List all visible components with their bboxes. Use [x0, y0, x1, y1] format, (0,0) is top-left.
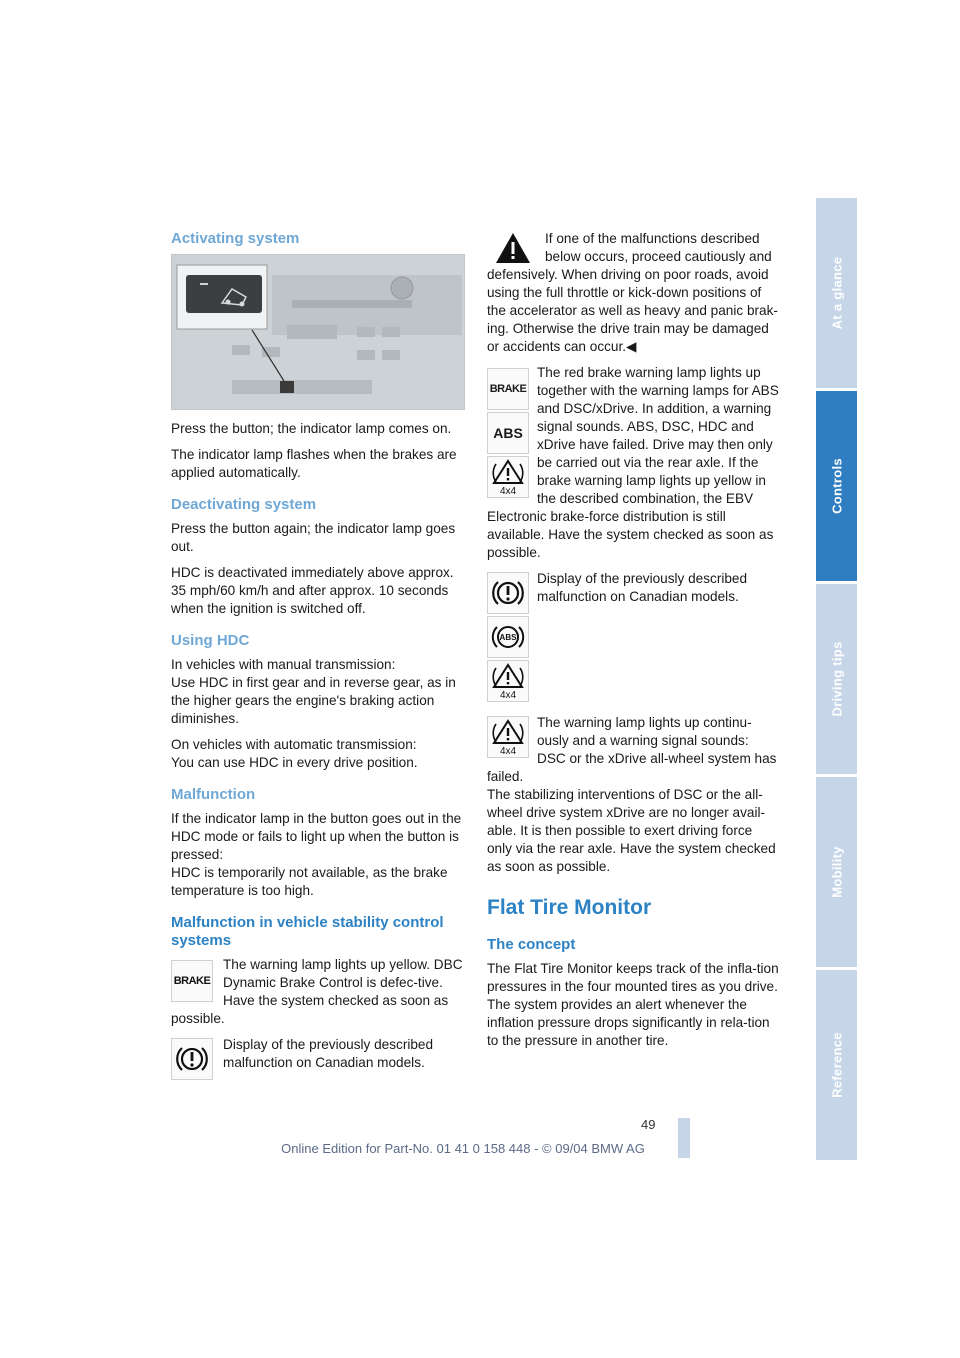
canadian-block — [487, 570, 779, 710]
brake-icon-text: BRAKE — [173, 975, 211, 987]
tab-at-a-glance[interactable]: At a glance — [816, 198, 857, 388]
footer-edition: Online Edition for Part-No. 01 41 0 158 448 - © 09/04 BMW AG — [281, 1141, 645, 1156]
heading-using-hdc: Using HDC — [171, 632, 250, 649]
abs-icon-label: ABS — [493, 425, 523, 441]
abs-circle-icon — [487, 616, 529, 658]
stabilizing-text: The stabilizing interventions of DSC or the all-wheel drive system xDrive are no longer avail-able. It is then possible to exert driving force only via the rear axle. Have the system checked as soon as possible. — [487, 787, 776, 874]
malfunction-p2-text: HDC is temporarily not available, as the brake temperature is too high. — [171, 865, 448, 898]
activating-p2: The indicator lamp flashes when the brakes are applied automatically. — [171, 447, 457, 480]
deactivating-p2: HDC is deactivated immediately above approx. 35 mph/60 km/h and after approx. 10 seconds when the ignition is switched off. — [171, 565, 454, 616]
using-p2 — [171, 736, 465, 772]
tab-driving-tips[interactable]: Driving tips — [816, 584, 857, 774]
warning-triangle-icon — [495, 232, 531, 264]
stability-canadian-block — [171, 1036, 465, 1088]
using-p1b: Use HDC in first gear and in reverse gear, as in the higher gears the engine's braking action diminishes. — [171, 675, 456, 726]
red-brake-block — [487, 364, 779, 562]
heading-activating: Activating system — [171, 230, 300, 247]
awd-warning-icon-3 — [487, 716, 529, 758]
using-p2b: You can use HDC in every drive position. — [171, 755, 418, 770]
heading-concept: The concept — [487, 936, 576, 953]
brake-icon-label: BRAKE — [489, 383, 527, 395]
canadian-text: Display of the previously described malfunction on Canadian models. — [537, 571, 748, 604]
using-p1a: In vehicles with manual transmission: — [171, 657, 396, 672]
hdc-button-photo — [171, 254, 465, 410]
abs-circle-label: ABS — [499, 633, 517, 642]
tab-mobility[interactable]: Mobility — [816, 777, 857, 967]
activating-p1: Press the button; the indicator lamp comes on. — [171, 421, 452, 436]
brake-icon — [487, 368, 529, 410]
heading-deactivating: Deactivating system — [171, 496, 317, 513]
right-column — [487, 230, 779, 1058]
red-brake-text: The red brake warning lamp lights up together with the warning lamps for ABS and DSC/xDrive. In addition, a warning signal sounds. ABS, DSC, HDC and xDrive have failed. Drive may then only be carried out via the rear axle. If the brake warning lamp lights up yellow in the described combination, the EBV Electronic brake-force distribution is still available. Have the system checked as soon as possible. — [487, 365, 779, 560]
canadian-icons — [487, 572, 529, 702]
awd-warning-icon-2 — [487, 660, 529, 702]
malfunction-p1-text: If the indicator lamp in the button goes out in the HDC mode or fails to light up when the button is pressed: — [171, 811, 462, 862]
continuous-text — [487, 714, 779, 786]
exclamation-circle-icon-2 — [487, 572, 529, 614]
continuous-text-1: The warning lamp lights up continu-ously and a warning signal sounds: DSC or the xDrive all-wheel system has failed. — [487, 715, 777, 784]
abs-icon — [487, 412, 529, 454]
tab-reference[interactable]: Reference — [816, 970, 857, 1160]
heading-flat-tire-monitor: Flat Tire Monitor — [487, 896, 652, 919]
page-number: 49 — [641, 1117, 656, 1132]
using-p1 — [171, 656, 465, 728]
exclamation-circle-icon — [171, 1038, 213, 1080]
awd-icon-label-2: 4x4 — [499, 690, 517, 700]
left-column — [171, 230, 465, 1088]
heading-malfunction: Malfunction — [171, 786, 256, 803]
chapter-sidebar — [816, 198, 857, 1160]
red-brake-icons — [487, 368, 529, 498]
awd-icon-label-3: 4x4 — [499, 746, 517, 756]
brake-warning-icon — [171, 960, 213, 1002]
dashboard-illustration — [172, 255, 465, 410]
stability-p1: The warning lamp lights up yellow. DBC Dynamic Brake Control is defec-tive. Have the system checked as soon as possible. — [171, 957, 463, 1026]
warning-block — [487, 230, 779, 356]
stability-block — [171, 956, 465, 1028]
warning-text: If one of the malfunctions described below occurs, proceed cautiously and defensively. When driving on poor roads, avoid using the full throttle or kick-down positions of the accelerator as well as heavy and panic brak-ing. Otherwise the drive train may be damaged or accidents can occur.◀ — [487, 231, 778, 354]
stability-p2: Display of the previously described malfunction on Canadian models. — [223, 1037, 434, 1070]
concept-text: The Flat Tire Monitor keeps track of the infla-tion pressures in the four mounted tires as you drive. The system provides an alert whenever the inflation pressure drops significantly in rela-tion to the pressure in another tire. — [487, 961, 779, 1048]
awd-icon-label: 4x4 — [499, 486, 517, 496]
using-p2a: On vehicles with automatic transmission: — [171, 737, 417, 752]
malfunction-p1 — [171, 810, 465, 900]
tab-controls[interactable]: Controls — [816, 391, 857, 581]
continuous-block — [487, 710, 779, 876]
heading-stability: Malfunction in vehicle stability control systems — [171, 914, 444, 949]
awd-warning-icon — [487, 456, 529, 498]
deactivating-p1: Press the button again; the indicator lamp goes out. — [171, 521, 456, 554]
